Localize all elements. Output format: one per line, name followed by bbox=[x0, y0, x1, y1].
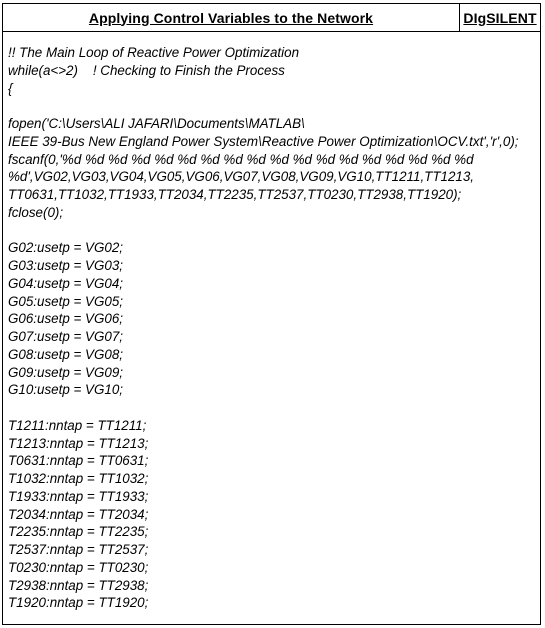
code-line: %d',VG02,VG03,VG04,VG05,VG06,VG07,VG08,VG09,VG10,TT1211,TT1213, bbox=[8, 169, 475, 185]
code-line: T2034:nntap = TT2034; bbox=[8, 506, 149, 522]
code-line bbox=[8, 222, 534, 240]
code-line bbox=[8, 97, 534, 115]
code-line bbox=[8, 399, 534, 417]
code-line: T1933:nntap = TT1933; bbox=[8, 488, 149, 504]
code-line: G10:usetp = VG10; bbox=[8, 382, 124, 398]
code-line: !! The Main Loop of Reactive Power Optimization bbox=[8, 45, 300, 60]
code-line: G04:usetp = VG04; bbox=[8, 275, 124, 291]
code-line: G02:usetp = VG02; bbox=[8, 240, 124, 256]
listing-header bbox=[3, 4, 540, 32]
code-line: G03:usetp = VG03; bbox=[8, 258, 124, 273]
code-line: while(a<>2) ! Checking to Finish the Process bbox=[8, 62, 285, 78]
code-line: fclose(0); bbox=[8, 204, 64, 220]
code-line: T2537:nntap = TT2537; bbox=[8, 542, 149, 557]
listing-brand-cell bbox=[460, 4, 540, 31]
code-line: G07:usetp = VG07; bbox=[8, 329, 124, 344]
code-line: T2235:nntap = TT2235; bbox=[8, 524, 149, 540]
code-line: G06:usetp = VG06; bbox=[8, 311, 124, 327]
code-line: T1213:nntap = TT1213; bbox=[8, 435, 149, 451]
code-body bbox=[8, 44, 534, 612]
code-line: fscanf(0,'%d %d %d %d %d %d %d %d %d %d %d %d %d %d %d %d %d %d bbox=[8, 151, 474, 167]
code-line: G08:usetp = VG08; bbox=[8, 346, 124, 362]
code-line: G09:usetp = VG09; bbox=[8, 364, 124, 380]
code-line: TT0631,TT1032,TT1933,TT2034,TT2235,TT2537,TT0230,TT2938,TT1920); bbox=[8, 187, 462, 202]
listing-title: Applying Control Variables to the Network bbox=[88, 9, 374, 26]
code-line: T2938:nntap = TT2938; bbox=[8, 577, 149, 593]
code-line: G05:usetp = VG05; bbox=[8, 293, 124, 309]
code-line: fopen('C:\Users\ALI JAFARI\Documents\MATLAB\ bbox=[8, 116, 305, 131]
code-line: T1920:nntap = TT1920; bbox=[8, 595, 149, 611]
code-line: T1211:nntap = TT1211; bbox=[8, 417, 147, 433]
code-listing-frame bbox=[2, 3, 541, 625]
code-line: { bbox=[8, 80, 13, 96]
code-line: T0230:nntap = TT0230; bbox=[8, 559, 149, 575]
listing-title-cell bbox=[3, 4, 460, 31]
code-line: T1032:nntap = TT1032; bbox=[8, 471, 149, 486]
brand-label: DIgSILENT bbox=[463, 9, 537, 26]
code-line: IEEE 39-Bus New England Power System\Reactive Power Optimization\OCV.txt','r',0); bbox=[8, 133, 519, 149]
code-line: T0631:nntap = TT0631; bbox=[8, 453, 149, 469]
